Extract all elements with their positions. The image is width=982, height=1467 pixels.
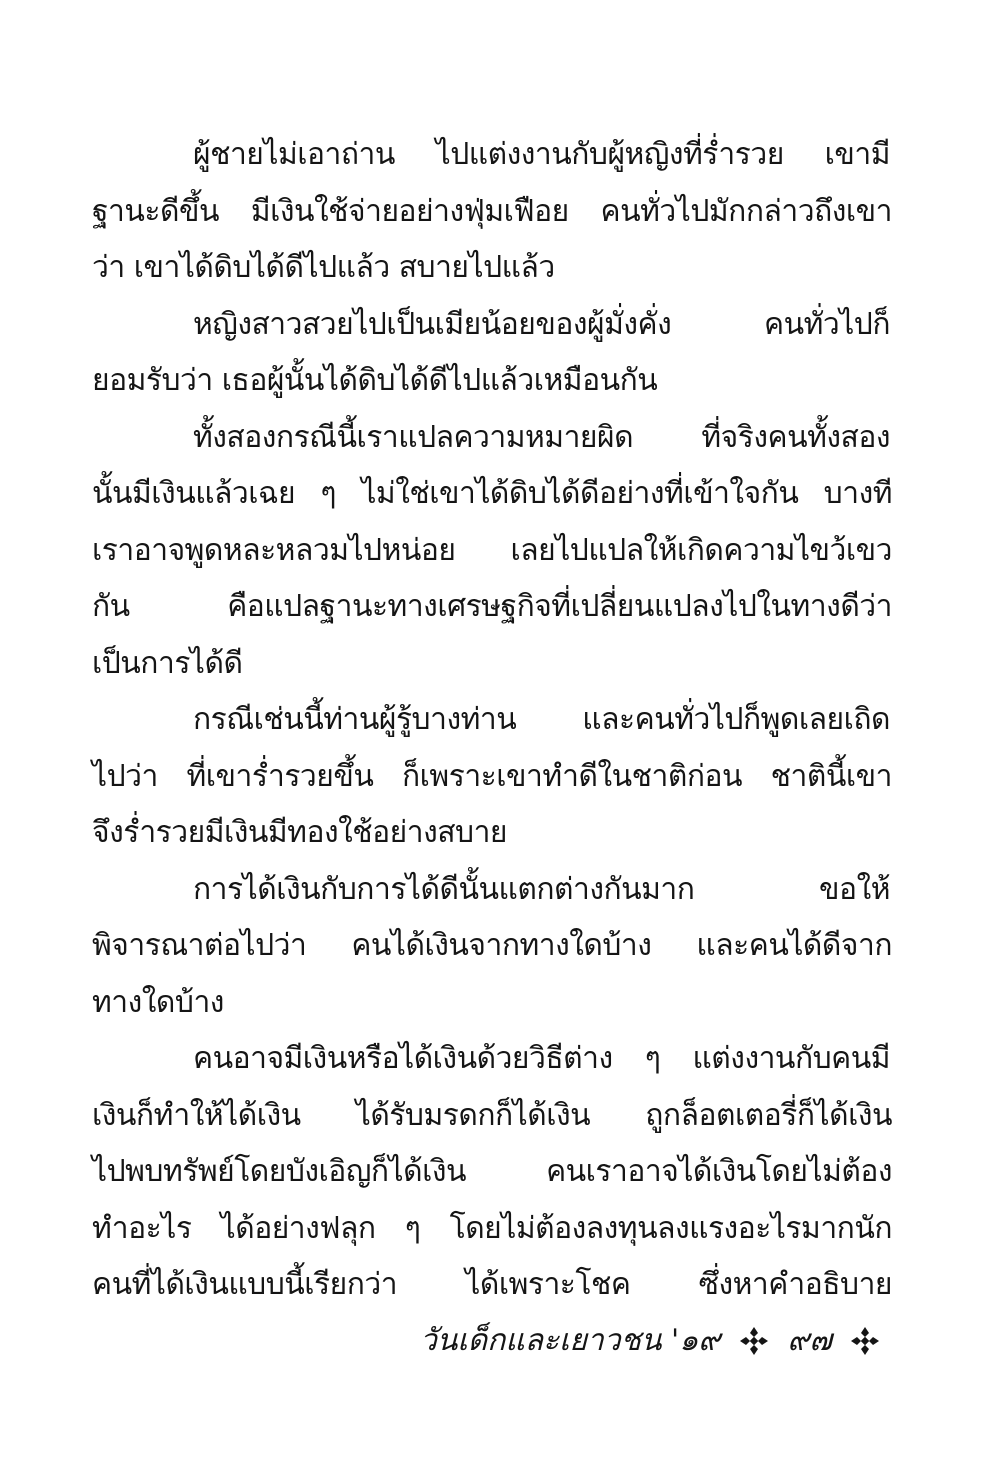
text-line: เป็นการได้ดี: [92, 646, 243, 681]
text-line: ไปพบทรัพย์โดยบังเอิญก็ได้เงิน คนเราอาจได้เงินโดยไม่ต้อง: [92, 1154, 892, 1189]
page-footer: [420, 1320, 889, 1361]
text-line: ทั้งสองกรณีนี้เราแปลความหมายผิด ที่จริงคนทั้งสอง: [193, 420, 890, 455]
diamond-ornament-icon: [740, 1327, 768, 1355]
text-line: ว่า เขาได้ดิบได้ดีไปแล้ว สบายไปแล้ว: [92, 250, 555, 285]
text-line: จึงร่ำรวยมีเงินมีทองใช้อย่างสบาย: [92, 815, 508, 850]
text-line: ทางใดบ้าง: [92, 985, 224, 1020]
text-line: พิจารณาต่อไปว่า คนได้เงินจากทางใดบ้าง และคนได้ดีจาก: [92, 928, 892, 963]
text-line: ยอมรับว่า เธอผู้นั้นได้ดิบได้ดีไปแล้วเหมือนกัน: [92, 363, 658, 398]
text-line: คนอาจมีเงินหรือได้เงินด้วยวิธีต่าง ๆ แต่งงานกับคนมี: [193, 1041, 890, 1076]
text-line: ไปว่า ที่เขาร่ำรวยขึ้น ก็เพราะเขาทำดีในชาติก่อน ชาตินี้เขา: [92, 759, 892, 794]
text-line: การได้เงินกับการได้ดีนั้นแตกต่างกันมาก ขอให้: [193, 872, 890, 907]
text-line: กัน คือแปลฐานะทางเศรษฐกิจที่เปลี่ยนแปลงไปในทางดีว่า: [92, 589, 892, 624]
text-line: คนที่ได้เงินแบบนี้เรียกว่า ได้เพราะโชค ซึ่งหาคำอธิบาย: [92, 1267, 892, 1302]
text-line: ผู้ชายไม่เอาถ่าน ไปแต่งงานกับผู้หญิงที่ร่ำรวย เขามี: [193, 137, 890, 172]
text-line: ฐานะดีขึ้น มีเงินใช้จ่ายอย่างฟุ่มเฟือย คนทั่วไปมักกล่าวถึงเขา: [92, 194, 892, 229]
text-line: ทำอะไร ได้อย่างฟลุก ๆ โดยไม่ต้องลงทุนลงแรงอะไรมากนัก: [92, 1211, 892, 1246]
text-line: กรณีเช่นนี้ท่านผู้รู้บางท่าน และคนทั่วไปก็พูดเลยเถิด: [193, 702, 890, 737]
text-line: นั้นมีเงินแล้วเฉย ๆ ไม่ใช่เขาได้ดิบได้ดีอย่างที่เข้าใจกัน บางที: [92, 476, 892, 511]
text-line: เราอาจพูดหละหลวมไปหน่อย เลยไปแปลให้เกิดความไขว้เขว: [92, 533, 892, 568]
text-line: หญิงสาวสวยไปเป็นเมียน้อยของผู้มั่งคั่ง คนทั่วไปก็: [193, 307, 890, 342]
footer-title: วันเด็กและเยาวชน '๑๙: [420, 1323, 721, 1358]
page-number: ๙๗: [787, 1323, 832, 1358]
diamond-ornament-icon: [851, 1327, 879, 1355]
text-line: เงินก็ทำให้ได้เงิน ได้รับมรดกก็ได้เงิน ถูกล็อตเตอรี่ก็ได้เงิน: [92, 1098, 892, 1133]
